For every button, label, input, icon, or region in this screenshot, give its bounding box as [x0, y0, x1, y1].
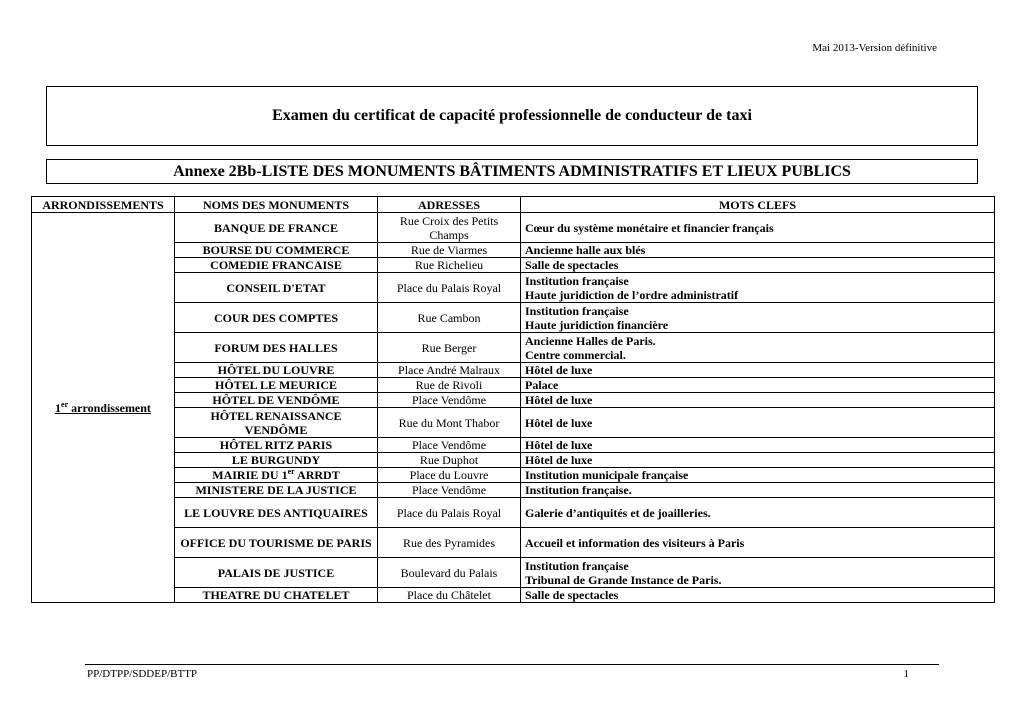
- monument-address: Rue du Mont Thabor: [378, 408, 521, 438]
- keyword-line: Salle de spectacles: [525, 258, 619, 272]
- header-arrondissements: ARRONDISSEMENTS: [32, 197, 175, 213]
- monument-keywords: [521, 243, 995, 258]
- keyword-line: Hôtel de luxe: [525, 453, 593, 467]
- monument-address: Rue de Rivoli: [378, 378, 521, 393]
- table-row: [32, 363, 995, 378]
- monument-keywords: [521, 588, 995, 603]
- keyword-line: Institution française: [525, 273, 629, 288]
- monument-keywords: [521, 558, 995, 588]
- annex-title: Annexe 2Bb-LISTE DES MONUMENTS BÂTIMENTS ADMINISTRATIFS ET LIEUX PUBLICS: [46, 159, 978, 184]
- keyword-line: Hôtel de luxe: [525, 363, 593, 377]
- keyword-line: Galerie d’antiquités et de joailleries.: [525, 505, 711, 520]
- keyword-line: Institution municipale française: [525, 468, 689, 482]
- monument-name: HÔTEL DE VENDÔME: [175, 393, 378, 408]
- footer-divider: [85, 664, 939, 665]
- monument-keywords: [521, 468, 995, 483]
- page-number: 1: [903, 668, 909, 680]
- keyword-line: Salle de spectacles: [525, 588, 619, 602]
- monument-keywords: [521, 408, 995, 438]
- monument-name: COUR DES COMPTES: [175, 303, 378, 333]
- monuments-table: [31, 196, 995, 603]
- monument-keywords: [521, 528, 995, 558]
- footer-reference: PP/DTPP/SDDEP/BTTP: [87, 668, 198, 680]
- monument-name: LE LOUVRE DES ANTIQUAIRES: [175, 498, 378, 528]
- table-row: [32, 558, 995, 588]
- monument-name: HÔTEL DU LOUVRE: [175, 363, 378, 378]
- header-monuments: NOMS DES MONUMENTS: [175, 197, 378, 213]
- keyword-line: Haute juridiction de l’ordre administratif: [525, 287, 739, 302]
- table-row: [32, 588, 995, 603]
- monument-address: Place Vendôme: [378, 483, 521, 498]
- monument-keywords: [521, 303, 995, 333]
- keyword-line: Hôtel de luxe: [525, 438, 593, 452]
- monument-address: Place Vendôme: [378, 393, 521, 408]
- table-row: [32, 468, 995, 483]
- table-row: [32, 213, 995, 243]
- header-keywords: MOTS CLEFS: [521, 197, 995, 213]
- table-row: [32, 408, 995, 438]
- keyword-line: Haute juridiction financière: [525, 317, 669, 332]
- monument-address: Rue Richelieu: [378, 258, 521, 273]
- monument-name: HÔTEL RITZ PARIS: [175, 438, 378, 453]
- monument-keywords: [521, 453, 995, 468]
- monument-name: COMEDIE FRANCAISE: [175, 258, 378, 273]
- table-row: [32, 273, 995, 303]
- table-row: [32, 258, 995, 273]
- monument-address: Place Vendôme: [378, 438, 521, 453]
- monument-name: BOURSE DU COMMERCE: [175, 243, 378, 258]
- table-row: [32, 438, 995, 453]
- monument-address: Rue de Viarmes: [378, 243, 521, 258]
- monument-keywords: [521, 483, 995, 498]
- table-row: [32, 498, 995, 528]
- keyword-line: Ancienne Halles de Paris.: [525, 333, 656, 348]
- keyword-line: Accueil et information des visiteurs à Paris: [525, 535, 745, 550]
- table-row: [32, 393, 995, 408]
- monument-name: BANQUE DE FRANCE: [175, 213, 378, 243]
- monument-address: Rue Croix des Petits Champs: [378, 213, 521, 243]
- document-title: Examen du certificat de capacité professionnelle de conducteur de taxi: [46, 86, 978, 146]
- monument-address: Place du Louvre: [378, 468, 521, 483]
- monument-address: Rue Berger: [378, 333, 521, 363]
- monument-keywords: [521, 438, 995, 453]
- keyword-line: Hôtel de luxe: [525, 393, 593, 407]
- monument-name: FORUM DES HALLES: [175, 333, 378, 363]
- table-row: [32, 483, 995, 498]
- monument-address: Rue Cambon: [378, 303, 521, 333]
- monument-address: Place du Palais Royal: [378, 498, 521, 528]
- header-addresses: ADRESSES: [378, 197, 521, 213]
- monument-address: Place du Châtelet: [378, 588, 521, 603]
- keyword-line: Ancienne halle aux blés: [525, 243, 646, 257]
- table-row: [32, 528, 995, 558]
- table-header-row: [32, 197, 995, 213]
- monument-keywords: [521, 213, 995, 243]
- monument-address: Boulevard du Palais: [378, 558, 521, 588]
- monument-keywords: [521, 363, 995, 378]
- monument-name: HÔTEL LE MEURICE: [175, 378, 378, 393]
- monument-address: Place du Palais Royal: [378, 273, 521, 303]
- monument-name: MINISTERE DE LA JUSTICE: [175, 483, 378, 498]
- monument-name: THEATRE DU CHATELET: [175, 588, 378, 603]
- keyword-line: Hôtel de luxe: [525, 415, 593, 430]
- keyword-line: Institution française.: [525, 483, 632, 497]
- monument-keywords: [521, 273, 995, 303]
- keyword-line: Cœur du système monétaire et financier français: [525, 220, 774, 235]
- monument-name: MAIRIE DU 1er ARRDT: [175, 468, 378, 483]
- keyword-line: Palace: [525, 378, 559, 392]
- monument-address: Place André Malraux: [378, 363, 521, 378]
- keyword-line: Institution française: [525, 558, 629, 573]
- arrondissement-cell: 1er arrondissement: [32, 213, 175, 603]
- keyword-line: Tribunal de Grande Instance de Paris.: [525, 572, 722, 587]
- monument-keywords: [521, 333, 995, 363]
- monument-address: Rue Duphot: [378, 453, 521, 468]
- table-row: [32, 333, 995, 363]
- monument-name: CONSEIL D'ETAT: [175, 273, 378, 303]
- monument-name: LE BURGUNDY: [175, 453, 378, 468]
- table-row: [32, 378, 995, 393]
- monument-keywords: [521, 498, 995, 528]
- version-label: Mai 2013-Version définitive: [812, 42, 937, 54]
- table-row: [32, 453, 995, 468]
- table-body: [32, 213, 995, 603]
- monument-keywords: [521, 378, 995, 393]
- monument-name: PALAIS DE JUSTICE: [175, 558, 378, 588]
- table-row: [32, 243, 995, 258]
- monument-address: Rue des Pyramides: [378, 528, 521, 558]
- table-row: [32, 303, 995, 333]
- monument-keywords: [521, 393, 995, 408]
- keyword-line: Centre commercial.: [525, 347, 626, 362]
- monument-name: OFFICE DU TOURISME DE PARIS: [175, 528, 378, 558]
- monument-keywords: [521, 258, 995, 273]
- monument-name: HÔTEL RENAISSANCE VENDÔME: [175, 408, 378, 438]
- keyword-line: Institution française: [525, 303, 629, 318]
